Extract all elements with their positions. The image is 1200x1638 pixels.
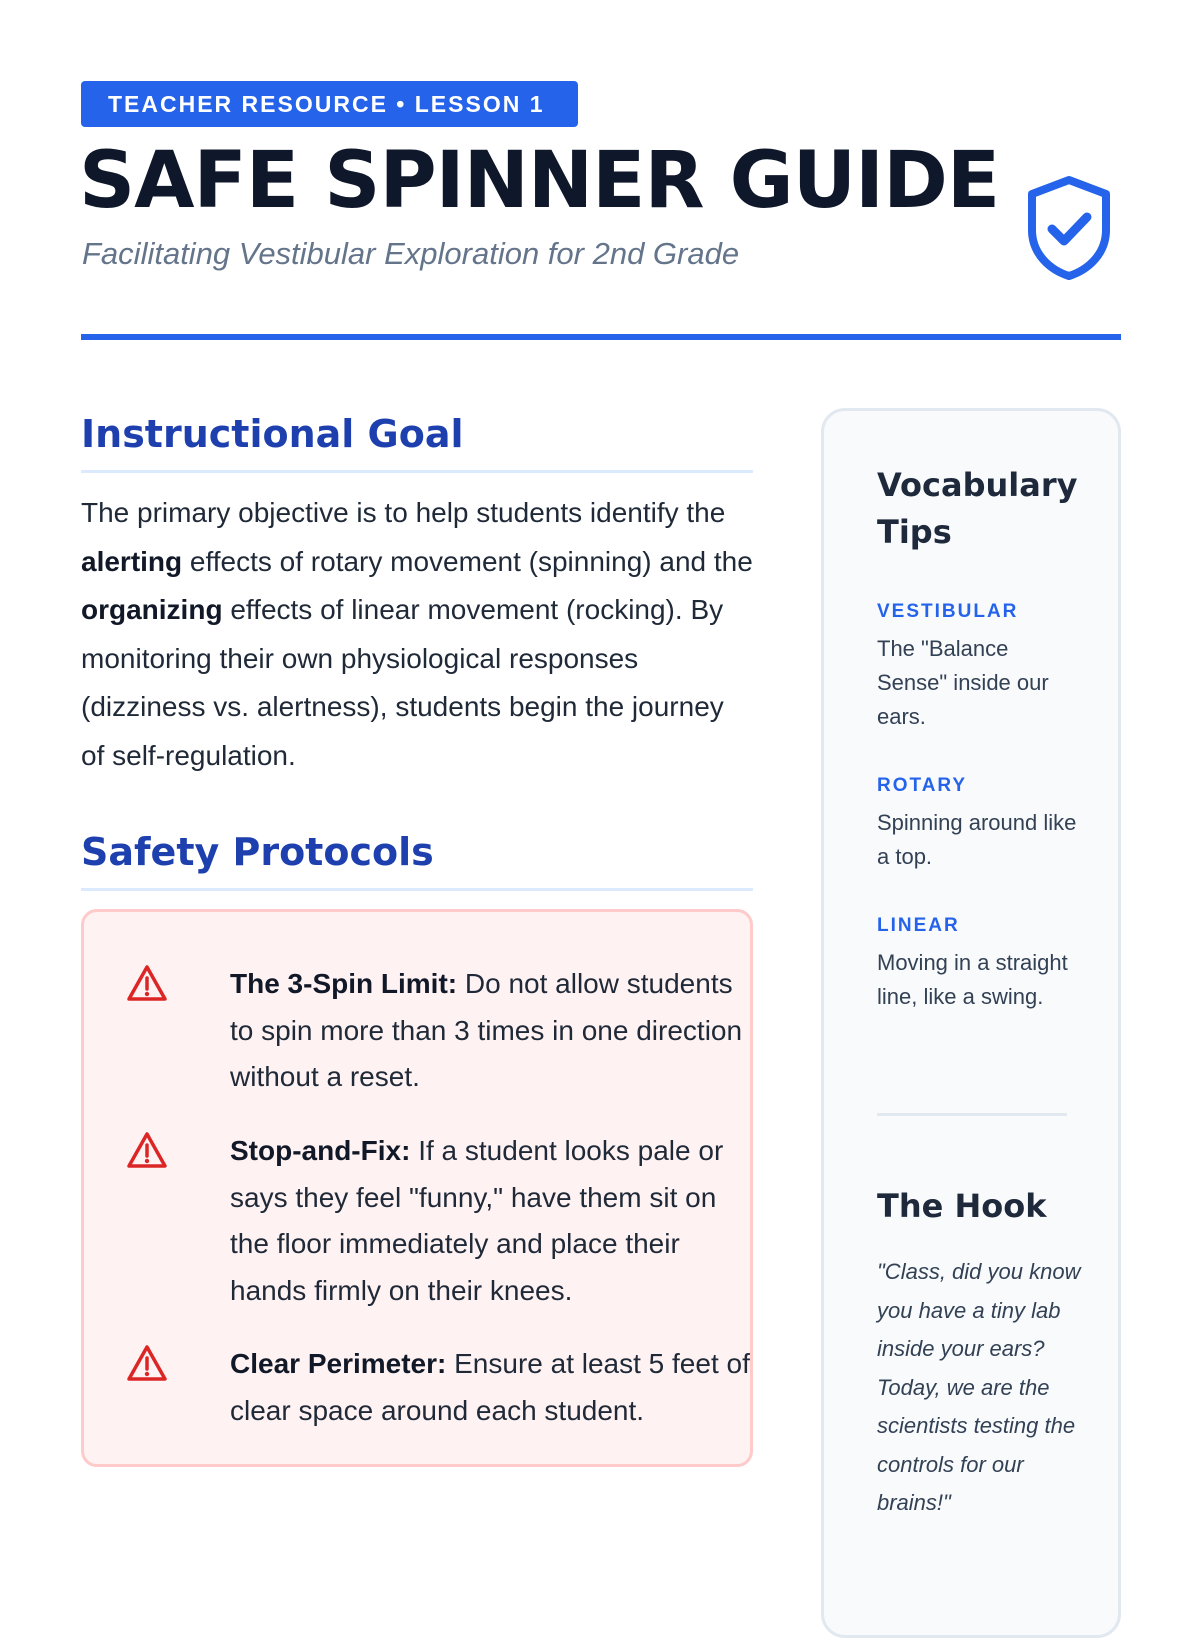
header-divider	[81, 334, 1121, 340]
warning-icon	[127, 1344, 167, 1382]
vocab-term: LINEAR	[877, 915, 960, 936]
page-title: SAFE SPINNER GUIDE	[79, 136, 1000, 226]
vocab-term: VESTIBULAR	[877, 601, 1019, 622]
page-subtitle: Facilitating Vestibular Exploration for 2nd Grade	[82, 236, 740, 271]
vocab-definition: Spinning around like a top.	[877, 810, 1077, 869]
hook-heading: The Hook	[877, 1187, 1047, 1225]
vocabulary-heading: Vocabulary Tips	[877, 466, 1078, 551]
safety-alert-box: The 3-Spin Limit: Do not allow students to spin more than 3 times in one direction without a reset. Stop-and-Fix: If a student looks pale or says they feel "funny," have them sit on the floor immediately and place their hands firmly on their knees. Clear Perimeter: Ensure at least 5 feet of clear space around each student.	[81, 909, 753, 1467]
lesson-badge: TEACHER RESOURCE • LESSON 1	[81, 81, 578, 127]
vocab-definition: The "Balance Sense" inside our ears.	[877, 636, 1049, 729]
vocab-definition: Moving in a straight line, like a swing.	[877, 950, 1068, 1009]
term-organizing: organizing	[81, 594, 223, 625]
warning-icon	[127, 964, 167, 1002]
warning-icon	[127, 1131, 167, 1169]
goal-paragraph: The primary objective is to help students identify the alerting effects of rotary movement (spinning) and the organizing effects of linear movement (rocking). By monitoring their own physiological responses (dizziness vs. alertness), students begin the journey of self-regulation.	[81, 497, 753, 771]
section-heading-safety: Safety Protocols	[81, 830, 753, 891]
sidebar-divider	[877, 1113, 1067, 1116]
section-heading-goal: Instructional Goal	[81, 412, 753, 473]
term-alerting: alerting	[81, 545, 183, 577]
hook-quote: "Class, did you know you have a tiny lab inside your ears? Today, we are the scientists testing the controls for our brains!"	[877, 1259, 1081, 1515]
shield-check-icon	[1024, 174, 1114, 280]
vocab-term: ROTARY	[877, 775, 968, 796]
sidebar-card	[821, 408, 1121, 1638]
